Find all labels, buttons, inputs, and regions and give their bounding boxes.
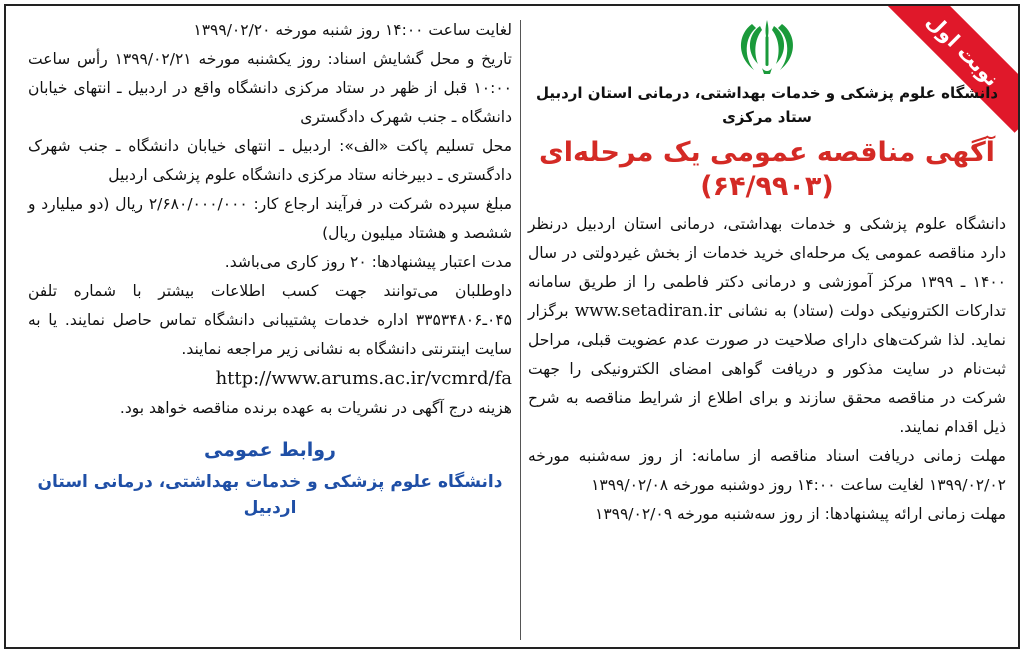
right-column [528, 14, 1006, 529]
contact-info: داوطلبان می‌توانند جهت کسب اطلاعات بیشتر با شماره تلفن ۰۴۵ـ۳۳۵۳۴۸۰۶ اداره خدمات پشتیبانی دانشگاه تماس حاصل نمایند. یا به سایت اینترنتی دانشگاه به نشانی زیر مراجعه نمایند. [28, 282, 512, 358]
bid-validity: مدت اعتبار پیشنهادها: ۲۰ روز کاری می‌باشد. [224, 253, 512, 271]
opening-info: تاریخ و محل گشایش اسناد: روز یکشنبه مورخه ۱۳۹۹/۰۲/۲۱ رأس ساعت ۱۰:۰۰ قبل از ظهر در ستاد مرکزی دانشگاه واقع در اردبیل ـ انتهای خیابان دانشگاه ـ جنب شهرک دادگستری [28, 50, 512, 126]
ad-frame [4, 4, 1020, 649]
intro-paragraph [528, 210, 1006, 442]
left-column [28, 16, 512, 521]
unit-name: ستاد مرکزی [722, 108, 812, 126]
column-divider [520, 20, 521, 640]
setad-site-link[interactable]: www.setadiran.ir [574, 301, 722, 321]
docs-deadline: مهلت زمانی دریافت اسناد مناقصه از سامانه: از روز سه‌شنبه مورخه ۱۳۹۹/۰۲/۰۲ لغایت ساعت ۱۴:۰۰ روز دوشنبه مورخه ۱۳۹۹/۰۲/۰۸ [528, 447, 1006, 494]
signature-university: دانشگاه علوم پزشکی و خدمات بهداشتی، درمانی استان اردبیل [37, 472, 503, 518]
ad-title: آگهی مناقصه عمومی یک مرحله‌ای [539, 137, 995, 168]
delivery-location: محل تسلیم پاکت «الف»: اردبیل ـ انتهای خیابان دانشگاه ـ جنب شهرک دادگستری ـ دبیرخانه ستاد مرکزی دانشگاه علوم پزشکی اردبیل [28, 137, 512, 184]
intro-text: دانشگاه علوم پزشکی و خدمات بهداشتی، درمانی استان اردبیل درنظر دارد مناقصه عمومی یک مرحله‌ای خرید خدمات از بخش غیردولتی در سال ۱۴۰۰ ـ ۱۳۹۹ مرکز آموزشی و درمانی دکتر فاطمی را از طریق سامانه تدارکات الکترونیکی دولت (ستاد) به نشانی [528, 215, 1006, 320]
university-name: دانشگاه علوم پزشکی و خدمات بهداشتی، درمانی استان اردبیل [535, 84, 999, 102]
university-url-link[interactable]: http://www.arums.ac.ir/vcmrd/fa [215, 368, 512, 389]
signature-department: روابط عمومی [204, 439, 336, 461]
intro-continued-text: برگزار نماید. لذا شرکت‌های دارای صلاحیت در صورت عدم عضویت قبلی، مراحل ثبت‌نام در سایت مذکور و دریافت گواهی امضای الکترونیکی را جهت شرکت در مناقصه محقق سازند و برای اطلاع از شرایط مناقصه به شرح ذیل اقدام نمایند. [528, 302, 1006, 436]
ad-cost-note: هزینه درج آگهی در نشریات به عهده برنده مناقصه خواهد بود. [119, 399, 512, 417]
deposit-amount: مبلغ سپرده شرکت در فرآیند ارجاع کار: ۲/۶۸۰/۰۰۰/۰۰۰ ریال (دو میلیارد و ششصد و هشتاد میلیون ریال) [28, 195, 513, 242]
bids-deadline: مهلت زمانی ارائه پیشنهادها: از روز سه‌شنبه مورخه ۱۳۹۹/۰۲/۰۹ [595, 505, 1006, 523]
tender-number: (۶۴/۹۹۰۳) [700, 171, 834, 202]
ribbon-label: نوبت اول [921, 8, 1005, 92]
iran-emblem-icon [732, 14, 802, 80]
bids-until: لغایت ساعت ۱۴:۰۰ روز شنبه مورخه ۱۳۹۹/۰۲/۲۰ [193, 21, 512, 39]
